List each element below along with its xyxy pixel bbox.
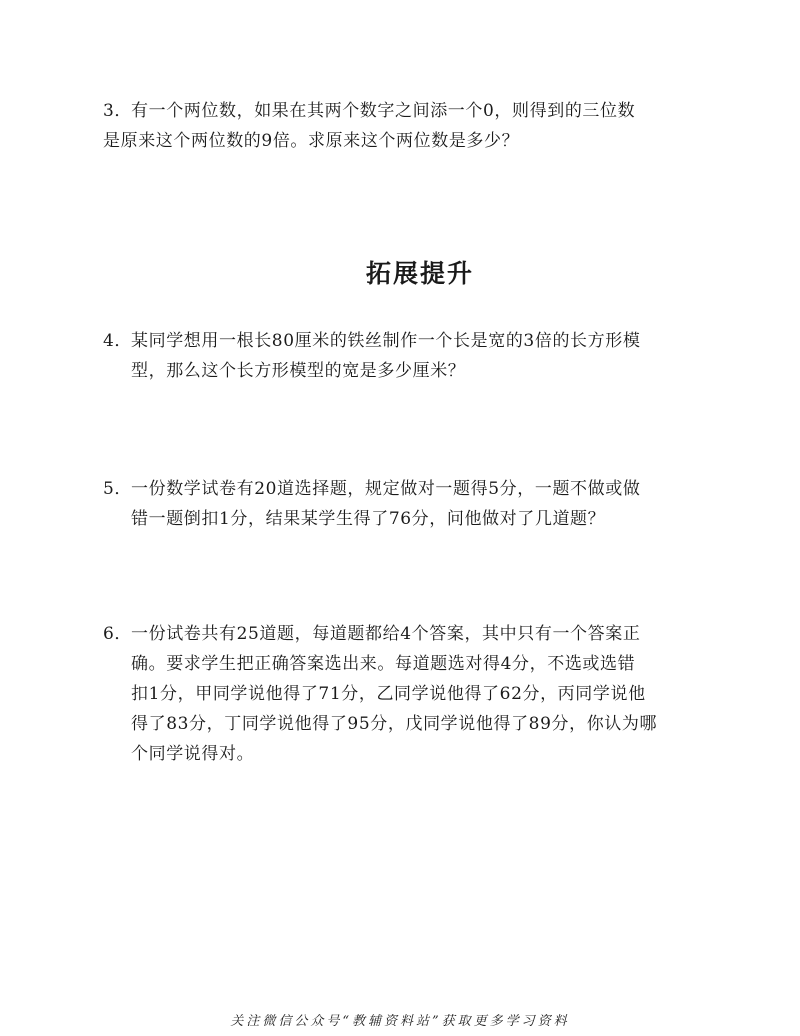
problem-text: 型，那么这个长方形模型的宽是多少厘米？ <box>131 361 466 381</box>
problem-text: 某同学想用一根长80厘米的铁丝制作一个长是宽的3倍的长方形模 <box>131 331 641 351</box>
footer-promo-text: 关注微信公众号“教辅资料站”获取更多学习资料 <box>230 1014 570 1029</box>
problem-text: 得了83分，丁同学说他得了95分，戊同学说他得了89分，你认为哪 <box>131 714 658 734</box>
problem-text: 一份数学试卷有20道选择题，规定做对一题得5分，一题不做或做 <box>131 479 641 499</box>
problem-6 <box>103 619 703 769</box>
problem-4 <box>103 326 703 386</box>
problem-line <box>103 649 703 679</box>
problem-text: 一份试卷共有25道题，每道题都给4个答案，其中只有一个答案正 <box>131 624 641 644</box>
problem-number: 6． <box>103 624 133 644</box>
problem-text: 个同学说得对。 <box>131 744 255 764</box>
problem-5 <box>103 474 703 534</box>
problem-3 <box>103 96 703 156</box>
problem-line <box>103 679 703 709</box>
problem-line <box>103 326 703 356</box>
problem-line <box>103 619 703 649</box>
problem-text: 是原来这个两位数的9倍。求原来这个两位数是多少？ <box>103 131 520 151</box>
problem-line <box>103 709 703 739</box>
problem-line <box>103 474 703 504</box>
problem-line <box>103 356 703 386</box>
problem-text: 确。要求学生把正确答案选出来。每道题选对得4分，不选或选错 <box>131 654 636 674</box>
problem-text: 错一题倒扣1分，结果某学生得了76分，问他做对了几道题？ <box>131 509 606 529</box>
problem-line <box>103 96 703 126</box>
problem-line <box>103 504 703 534</box>
problem-text: 有一个两位数，如果在其两个数字之间添一个0，则得到的三位数 <box>131 101 636 121</box>
problem-number: 5． <box>103 479 133 499</box>
problem-line <box>103 126 703 156</box>
problem-text: 扣1分，甲同学说他得了71分，乙同学说他得了62分，丙同学说他 <box>131 684 646 704</box>
section-title: 拓展提升 <box>365 259 474 288</box>
problem-number: 4． <box>103 331 133 351</box>
problem-number: 3． <box>103 101 133 121</box>
problem-line <box>103 739 703 769</box>
